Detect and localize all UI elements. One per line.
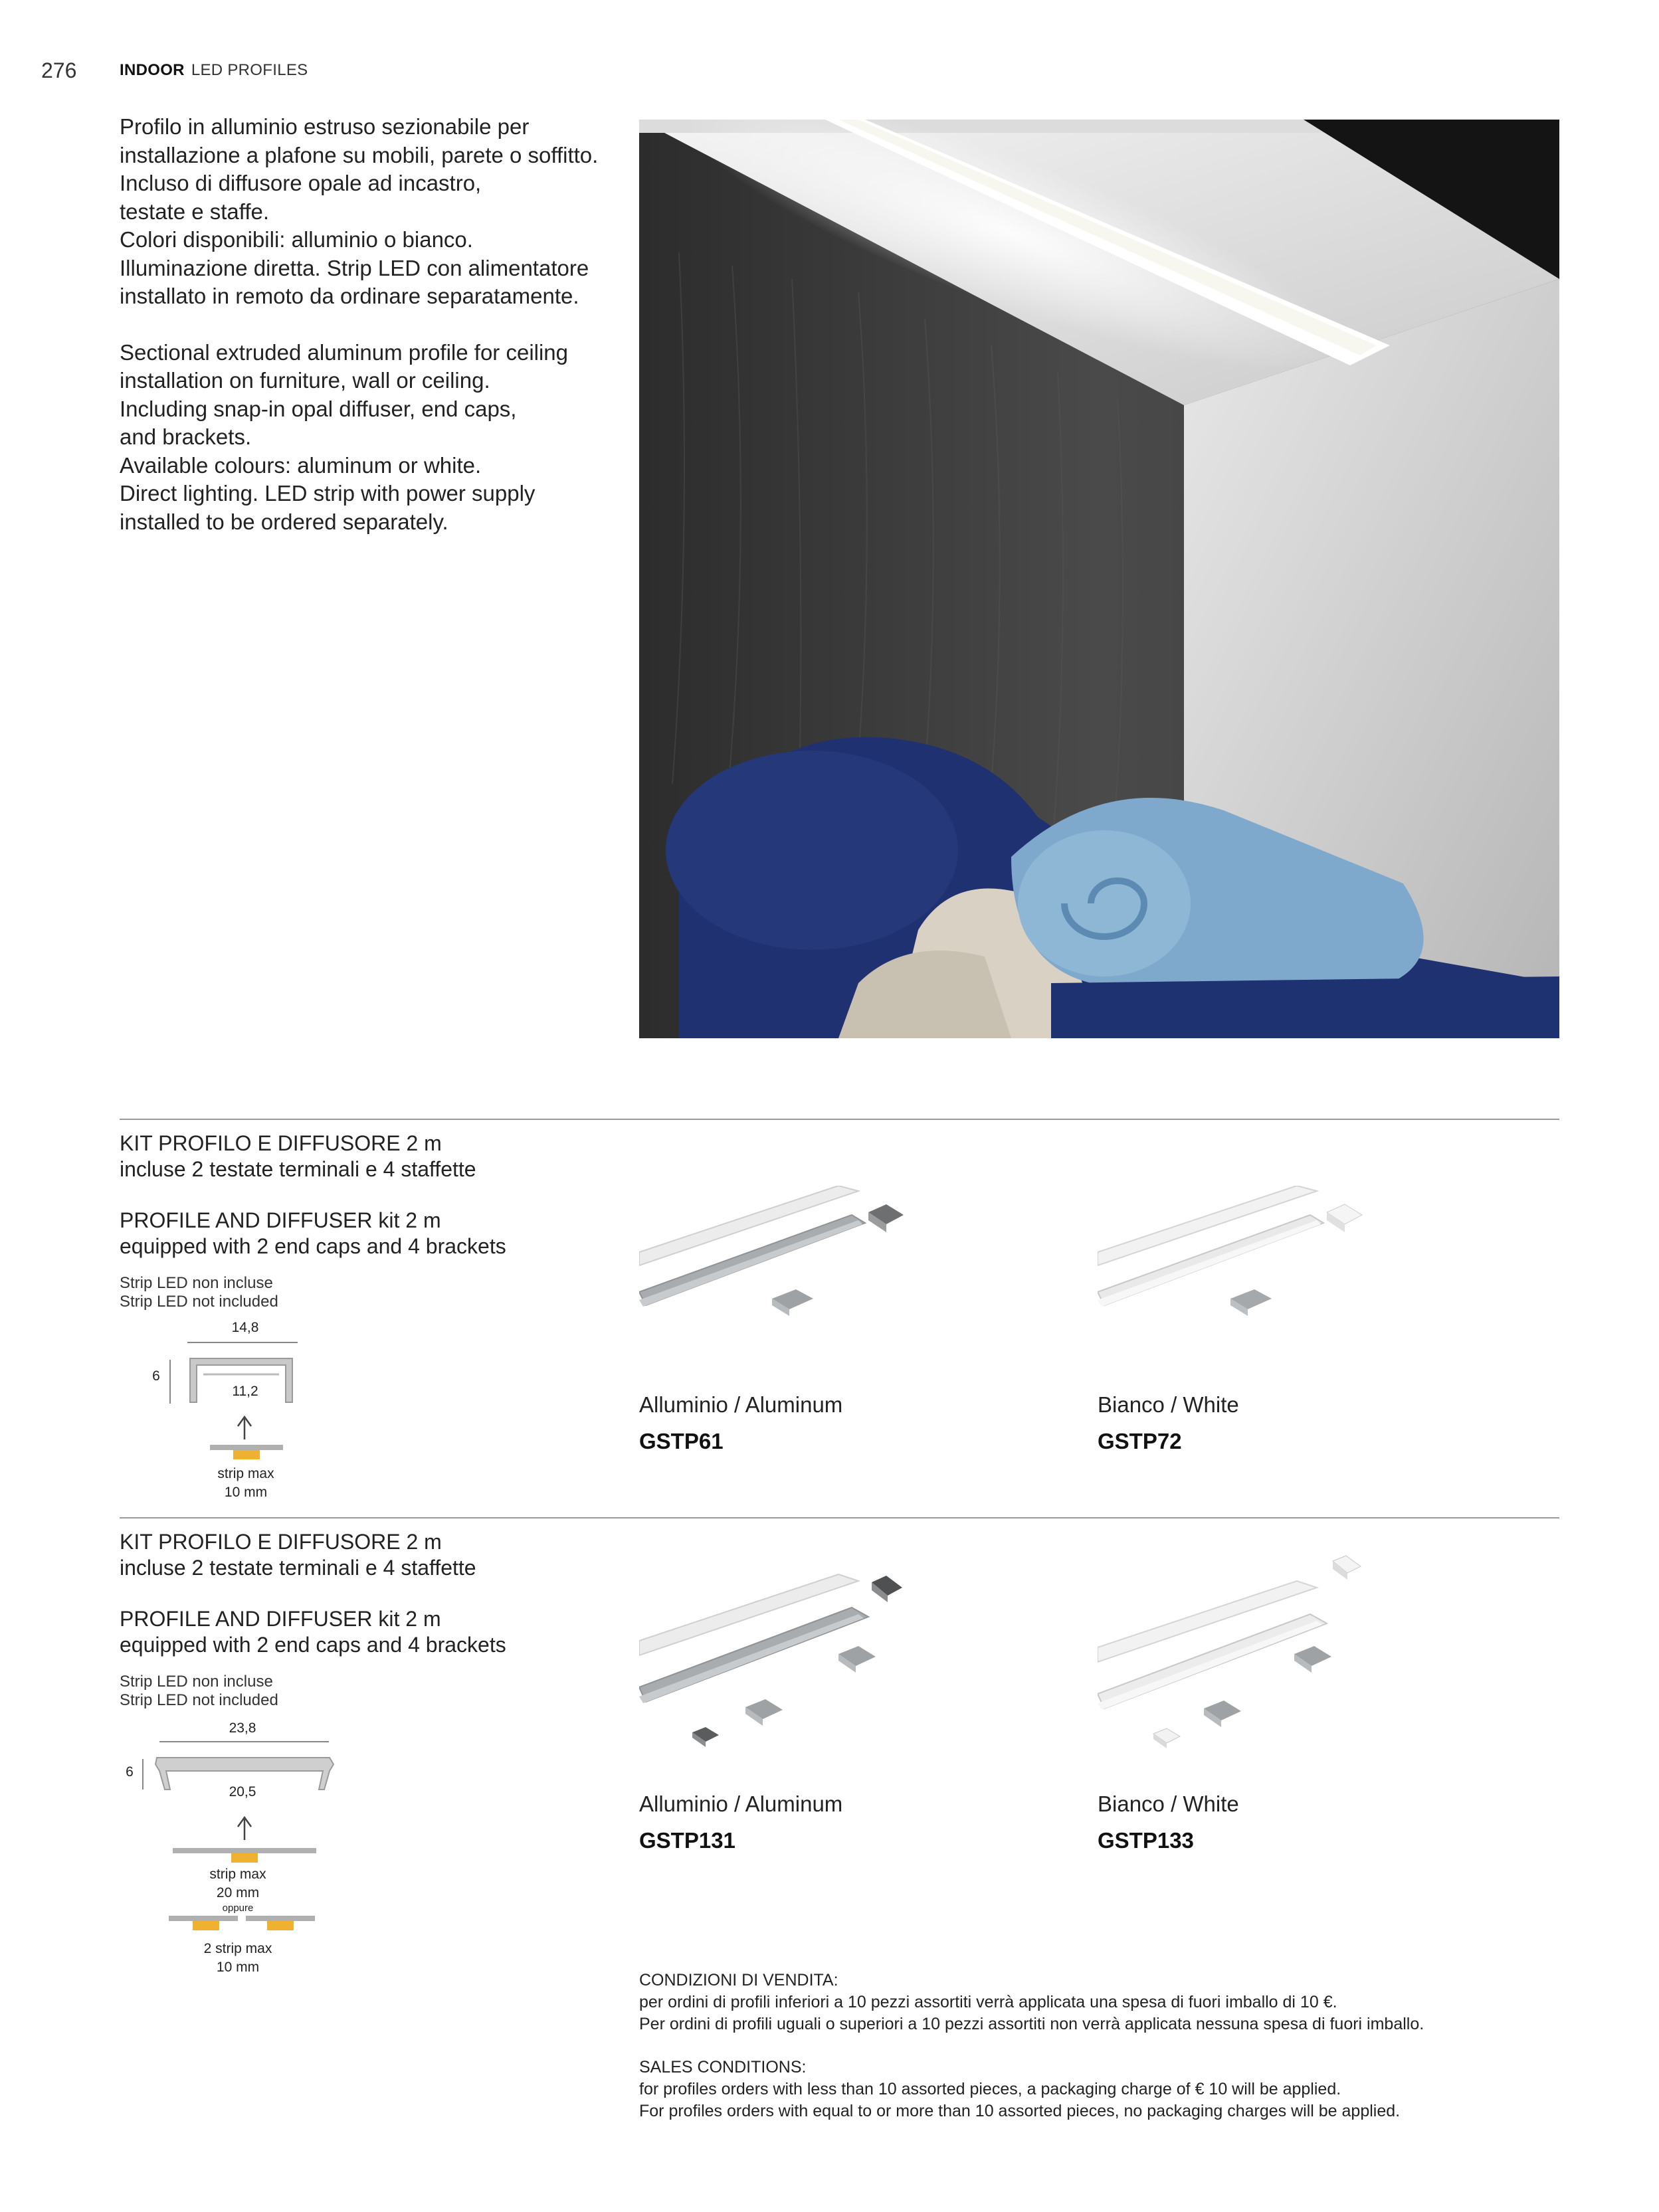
desc-en-line: Direct lighting. LED strip with power supply (120, 481, 536, 506)
aluminum-profile-illustration (639, 1568, 918, 1754)
conditions-it-line: Per ordini di profili uguali o superiori a 10 pezzi assortiti non verrà applicata nessuna spesa di fuori imballo. (639, 2015, 1424, 2033)
section-divider (120, 1517, 1559, 1519)
product-description (120, 113, 611, 536)
desc-it-line: Incluso di diffusore opale ad incastro, (120, 171, 482, 195)
two-strip-max-label: 2 strip max (203, 1941, 272, 1956)
strip-note-en: Strip LED not included (120, 1293, 278, 1311)
dim-height: 6 (126, 1764, 134, 1780)
kit-title-en: PROFILE AND DIFFUSER kit 2 m (120, 1607, 441, 1631)
product-code-gstp131[interactable]: GSTP131 (639, 1828, 735, 1853)
product-code-gstp72[interactable]: GSTP72 (1098, 1429, 1182, 1453)
section-divider (120, 1119, 1559, 1120)
desc-en-line: and brackets. (120, 424, 252, 449)
sales-conditions (639, 1970, 1569, 2122)
kit-subtitle-en: equipped with 2 end caps and 4 brackets (120, 1234, 506, 1258)
header-category: LED PROFILES (191, 61, 308, 79)
kit-2-title (120, 1529, 625, 1658)
kit-subtitle-en: equipped with 2 end caps and 4 brackets (120, 1633, 506, 1657)
desc-it-line: installazione a plafone su mobili, parete o soffitto. (120, 142, 599, 167)
dim-width-outer: 14,8 (231, 1320, 259, 1335)
desc-it-line: installato in remoto da ordinare separatamente. (120, 284, 579, 308)
product-finish-gstp72: Bianco / White (1098, 1392, 1239, 1417)
product-code-gstp61[interactable]: GSTP61 (639, 1429, 724, 1453)
product-image-gstp72 (1098, 1186, 1377, 1345)
kit-2-strip-note (120, 1673, 278, 1710)
two-strip-max-value: 10 mm (216, 1960, 260, 1975)
desc-it-line: testate e staffe. (120, 199, 270, 224)
product-image-gstp131 (639, 1568, 918, 1754)
product-image-gstp133 (1098, 1554, 1377, 1754)
led-strip-mark (267, 1921, 294, 1930)
strip-max-label: strip max (209, 1867, 266, 1882)
white-profile-illustration (1098, 1186, 1377, 1345)
conditions-it-line: per ordini di profili inferiori a 10 pezzi assortiti verrà applicata una spesa di fuori imballo di 10 €. (639, 1993, 1337, 2011)
kit-1-section-diagram (146, 1319, 319, 1505)
strip-note-en: Strip LED not included (120, 1691, 278, 1709)
product-finish-gstp61: Alluminio / Aluminum (639, 1392, 843, 1417)
strip-max-value: 10 mm (224, 1485, 268, 1500)
hero-photo (639, 120, 1559, 1038)
desc-it-line: Colori disponibili: alluminio o bianco. (120, 227, 473, 252)
conditions-title-it: CONDIZIONI DI VENDITA: (639, 1971, 838, 1989)
product-finish-gstp133: Bianco / White (1098, 1792, 1239, 1816)
led-strip-mark (233, 1450, 260, 1459)
aluminum-profile-illustration (639, 1186, 918, 1345)
product-image-gstp61 (639, 1186, 918, 1345)
page-number: 276 (41, 58, 77, 82)
strip-max-label: strip max (217, 1466, 274, 1481)
strip-max-value: 20 mm (216, 1885, 260, 1900)
conditions-en-line: For profiles orders with equal to or more than 10 assorted pieces, no packaging charges will be applied. (639, 2102, 1401, 2120)
kit-1-strip-note (120, 1274, 278, 1311)
kit-title-en: PROFILE AND DIFFUSER kit 2 m (120, 1208, 441, 1232)
conditions-title-en: SALES CONDITIONS: (639, 2058, 807, 2076)
kit-2-section-diagram (120, 1720, 345, 1980)
desc-en-line: Sectional extruded aluminum profile for ceiling (120, 339, 569, 365)
strip-note-it: Strip LED non incluse (120, 1673, 273, 1691)
white-profile-illustration (1098, 1554, 1377, 1754)
kit-subtitle-it: incluse 2 testate terminali e 4 staffette (120, 1157, 476, 1181)
hero-illustration (639, 120, 1559, 1038)
kit-1-title (120, 1131, 625, 1259)
dim-width-inner: 20,5 (229, 1784, 256, 1799)
product-finish-gstp131: Alluminio / Aluminum (639, 1792, 843, 1816)
kit-title-it: KIT PROFILO E DIFFUSORE 2 m (120, 1530, 442, 1554)
led-strip-mark (231, 1853, 258, 1863)
desc-en-line: Including snap-in opal diffuser, end caps, (120, 396, 517, 421)
desc-en-line: Available colours: aluminum or white. (120, 452, 482, 478)
or-label: oppure (222, 1902, 254, 1914)
header-section: INDOOR (120, 61, 185, 79)
desc-en-line: installed to be ordered separately. (120, 509, 448, 534)
product-code-gstp133[interactable]: GSTP133 (1098, 1828, 1194, 1853)
dim-width-outer: 23,8 (229, 1720, 256, 1736)
kit-title-it: KIT PROFILO E DIFFUSORE 2 m (120, 1131, 442, 1155)
strip-note-it: Strip LED non incluse (120, 1274, 273, 1292)
led-strip-mark (193, 1921, 219, 1930)
desc-it-line: Profilo in alluminio estruso sezionabile per (120, 114, 530, 139)
desc-en-line: installation on furniture, wall or ceiling. (120, 368, 490, 393)
dim-width-inner: 11,2 (232, 1384, 258, 1399)
kit-subtitle-it: incluse 2 testate terminali e 4 staffette (120, 1556, 476, 1580)
dim-height: 6 (152, 1368, 160, 1384)
page-header (120, 61, 308, 80)
desc-it-line: Illuminazione diretta. Strip LED con alimentatore (120, 255, 589, 280)
conditions-en-line: for profiles orders with less than 10 assorted pieces, a packaging charge of € 10 will be applied. (639, 2080, 1341, 2098)
